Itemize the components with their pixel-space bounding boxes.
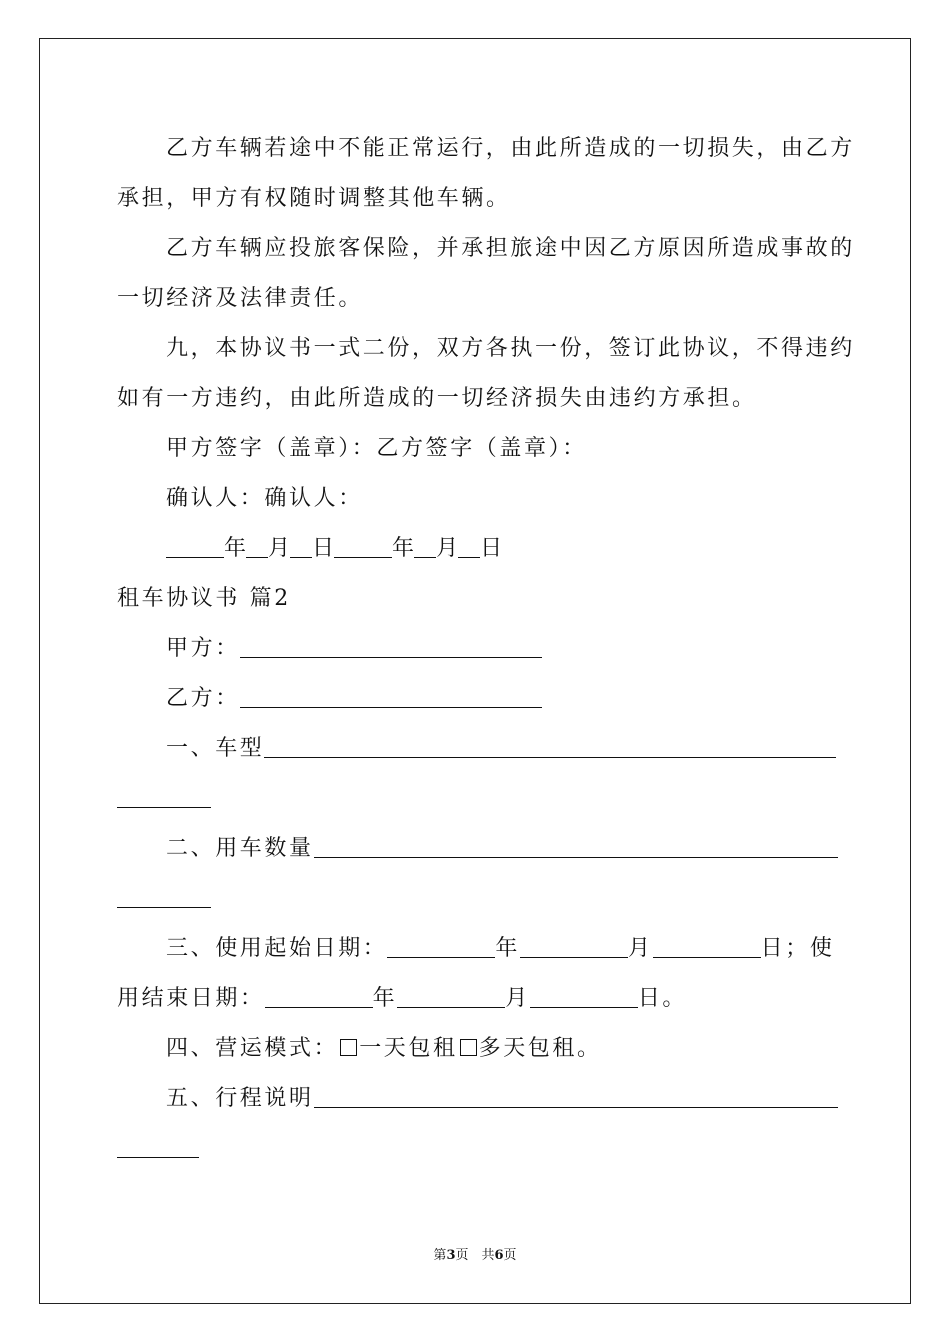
- mode-option-2: 多天包租。: [478, 1036, 602, 1061]
- blank: [334, 535, 392, 558]
- party-b-blank: [240, 685, 542, 708]
- page-total: 6: [494, 1248, 504, 1263]
- month-text: 月: [628, 936, 653, 961]
- car-count-blank: [314, 835, 838, 858]
- checkbox-icon: [340, 1039, 357, 1056]
- page-number: 3: [446, 1248, 456, 1263]
- footer-suffix: 页: [503, 1248, 517, 1263]
- blank: [166, 535, 224, 558]
- itinerary-field: [166, 1084, 838, 1114]
- date-line: [166, 534, 502, 564]
- blank: [387, 935, 495, 958]
- year-text: 年: [495, 936, 521, 961]
- start-date-field: [166, 934, 834, 964]
- car-type-blank-cont: [117, 784, 211, 814]
- month-text: 月: [268, 536, 291, 561]
- year-text: 年: [224, 536, 247, 561]
- party-b-label: 乙方：: [166, 686, 240, 711]
- paragraph-line: 如有一方违约，由此所造成的一切经济损失由违约方承担。: [117, 386, 757, 411]
- day-text: 日: [312, 536, 335, 561]
- car-type-field: [166, 734, 836, 764]
- end-date-label: 用结束日期：: [117, 986, 265, 1011]
- blank: [265, 985, 373, 1008]
- signature-line: 甲方签字（盖章）：乙方签字（盖章）：: [166, 436, 587, 461]
- page-border: [39, 38, 911, 1304]
- party-a-field: [166, 634, 542, 664]
- blank: [530, 985, 638, 1008]
- mode-label: 四、营运模式：: [166, 1036, 339, 1061]
- confirm-line: 确认人：确认人：: [166, 486, 363, 511]
- party-b-field: [166, 684, 542, 714]
- paragraph-line: 乙方车辆应投旅客保险，并承担旅途中因乙方原因所造成事故的: [166, 236, 855, 261]
- car-count-field: [166, 834, 838, 864]
- blank: [397, 985, 505, 1008]
- mode-field: [166, 1034, 602, 1064]
- blank: [290, 535, 312, 558]
- blank: [414, 535, 436, 558]
- checkbox-icon: [460, 1039, 477, 1056]
- year-text: 年: [392, 536, 415, 561]
- paragraph-line: 一切经济及法律责任。: [117, 286, 364, 311]
- day-text: 日: [480, 536, 503, 561]
- itinerary-blank-cont: [117, 1134, 199, 1164]
- footer-mid: 页 共: [455, 1248, 495, 1263]
- end-date-field: [117, 984, 687, 1014]
- car-count-label: 二、用车数量: [166, 836, 314, 861]
- month-text: 月: [436, 536, 459, 561]
- page-footer: [0, 1246, 950, 1266]
- car-type-blank: [264, 735, 836, 758]
- section-title: 租车协议书 篇2: [117, 586, 291, 611]
- day-text: 日；使: [760, 936, 835, 961]
- footer-prefix: 第: [433, 1248, 447, 1263]
- blank: [458, 535, 480, 558]
- mode-option-1: 一天包租: [359, 1036, 458, 1061]
- month-text: 月: [505, 986, 530, 1011]
- itinerary-blank: [314, 1085, 838, 1108]
- paragraph-line: 乙方车辆若途中不能正常运行，由此所造成的一切损失，由乙方: [166, 136, 855, 161]
- paragraph-line: 九，本协议书一式二份，双方各执一份，签订此协议，不得违约: [166, 336, 855, 361]
- car-count-blank-cont: [117, 884, 211, 914]
- start-date-label: 三、使用起始日期：: [166, 936, 388, 961]
- blank: [246, 535, 268, 558]
- day-text: 日。: [637, 986, 688, 1011]
- paragraph-line: 承担，甲方有权随时调整其他车辆。: [117, 186, 511, 211]
- year-text: 年: [372, 986, 398, 1011]
- car-type-label: 一、车型: [166, 736, 265, 761]
- blank: [520, 935, 628, 958]
- party-a-blank: [240, 635, 542, 658]
- party-a-label: 甲方：: [166, 636, 240, 661]
- blank: [653, 935, 761, 958]
- itinerary-label: 五、行程说明: [166, 1086, 314, 1111]
